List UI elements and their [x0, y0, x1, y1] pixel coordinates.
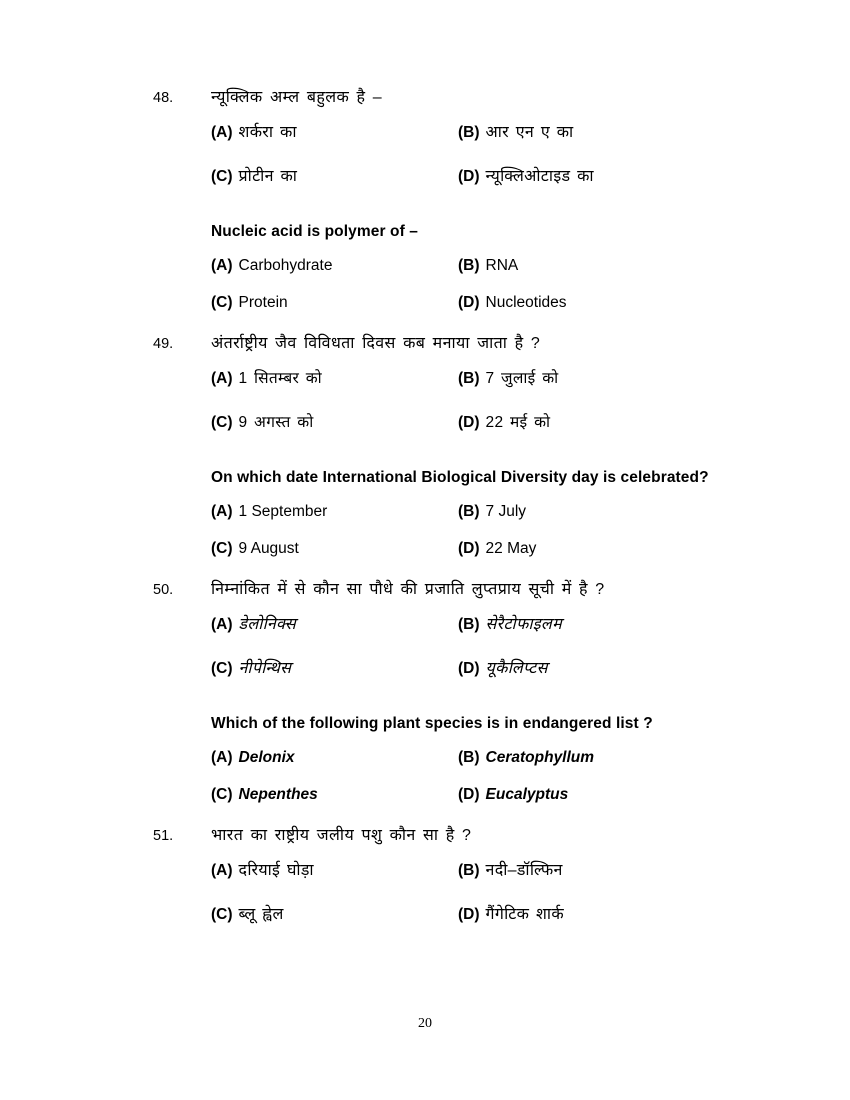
- option-label: (D): [458, 906, 480, 923]
- option-50-en-d[interactable]: [458, 776, 745, 813]
- option-value: Ceratophyllum: [485, 749, 595, 766]
- option-label: (C): [211, 660, 233, 677]
- option-51-hi-a[interactable]: [211, 849, 458, 893]
- option-49-en-a[interactable]: [211, 493, 458, 530]
- option-label: (C): [211, 906, 233, 923]
- option-label: (B): [458, 749, 480, 766]
- spacer: [153, 567, 745, 577]
- option-value: 22 मई को: [485, 414, 551, 431]
- question-51-text-hindi: भारत का राष्ट्रीय जलीय पशु कौन सा है ?: [211, 827, 472, 844]
- option-48-hi-c[interactable]: [211, 155, 458, 199]
- question-50-options-english: [211, 739, 745, 813]
- question-50-text-hindi: निम्नांकित में से कौन सा पौधे की प्रजाति लुप्तप्राय सूची में है ?: [211, 581, 605, 598]
- option-48-hi-b[interactable]: [458, 111, 745, 155]
- option-value: 1 सितम्बर को: [238, 370, 322, 387]
- spacer: [153, 691, 745, 709]
- question-49-options-english: [211, 493, 745, 567]
- question-50-heading: [153, 577, 745, 603]
- option-label: (B): [458, 257, 480, 274]
- option-label: (B): [458, 862, 480, 879]
- option-label: (D): [458, 414, 480, 431]
- option-label: (D): [458, 660, 480, 677]
- option-51-hi-d[interactable]: [458, 893, 745, 937]
- question-48-number: 48.: [153, 90, 174, 106]
- option-label: (C): [211, 786, 233, 803]
- question-48-text-hindi: न्यूक्लिक अम्ल बहुलक है –: [211, 89, 383, 106]
- question-block-49: [153, 331, 745, 567]
- option-49-hi-a[interactable]: [211, 357, 458, 401]
- option-value: Eucalyptus: [485, 786, 569, 803]
- option-51-hi-b[interactable]: [458, 849, 745, 893]
- option-value: गैंगेटिक शार्क: [485, 906, 564, 923]
- option-label: (D): [458, 294, 480, 311]
- option-value: न्यूक्लिओटाइड का: [485, 168, 594, 185]
- option-label: (A): [211, 503, 233, 520]
- option-49-hi-d[interactable]: [458, 401, 745, 445]
- option-49-hi-b[interactable]: [458, 357, 745, 401]
- option-value: 9 August: [238, 540, 299, 557]
- option-label: (A): [211, 257, 233, 274]
- option-value: 7 July: [485, 503, 527, 520]
- option-label: (D): [458, 540, 480, 557]
- question-48-heading: [153, 85, 745, 111]
- question-49-text-hindi: अंतर्राष्ट्रीय जैव विविधता दिवस कब मनाया जाता है ?: [211, 335, 541, 352]
- option-label: (C): [211, 414, 233, 431]
- question-51-number: 51.: [153, 828, 174, 844]
- option-48-en-d[interactable]: [458, 284, 745, 321]
- option-value: नदी–डॉल्फिन: [485, 862, 563, 879]
- option-label: (C): [211, 294, 233, 311]
- option-label: (B): [458, 370, 480, 387]
- option-value: यूकैलिप्टस: [485, 660, 548, 677]
- option-49-en-b[interactable]: [458, 493, 745, 530]
- spacer: [153, 813, 745, 823]
- option-48-en-b[interactable]: [458, 247, 745, 284]
- option-value: दरियाई घोड़ा: [238, 862, 314, 879]
- question-48-options-english: [211, 247, 745, 321]
- option-50-hi-a[interactable]: [211, 603, 458, 647]
- option-value: 9 अगस्त को: [238, 414, 314, 431]
- question-50-number: 50.: [153, 582, 174, 598]
- option-50-en-b[interactable]: [458, 739, 745, 776]
- option-value: Delonix: [238, 749, 295, 766]
- question-48-options-hindi: [211, 111, 745, 199]
- option-50-hi-b[interactable]: [458, 603, 745, 647]
- option-50-hi-d[interactable]: [458, 647, 745, 691]
- option-48-en-a[interactable]: [211, 247, 458, 284]
- option-50-en-a[interactable]: [211, 739, 458, 776]
- question-51-options-hindi: [211, 849, 745, 937]
- option-49-hi-c[interactable]: [211, 401, 458, 445]
- question-49-text-english: On which date International Biological Diversity day is celebrated?: [211, 469, 709, 486]
- option-value: डेलोनिक्स: [238, 616, 297, 633]
- option-value: Nepenthes: [238, 786, 318, 803]
- option-50-en-c[interactable]: [211, 776, 458, 813]
- option-label: (B): [458, 124, 480, 141]
- option-label: (B): [458, 503, 480, 520]
- option-value: RNA: [485, 257, 519, 274]
- option-51-hi-c[interactable]: [211, 893, 458, 937]
- option-label: (B): [458, 616, 480, 633]
- option-value: शर्करा का: [238, 124, 297, 141]
- option-value: प्रोटीन का: [238, 168, 298, 185]
- option-48-hi-d[interactable]: [458, 155, 745, 199]
- option-value: नीपेन्थिस: [238, 660, 292, 677]
- option-label: (A): [211, 370, 233, 387]
- option-value: Nucleotides: [485, 294, 567, 311]
- question-block-50: [153, 577, 745, 813]
- spacer: [153, 321, 745, 331]
- spacer: [153, 199, 745, 217]
- option-value: ब्लू ह्वेल: [238, 906, 284, 923]
- option-value: Protein: [238, 294, 288, 311]
- option-label: (A): [211, 124, 233, 141]
- spacer: [153, 445, 745, 463]
- question-49-number: 49.: [153, 336, 174, 352]
- question-block-48: [153, 85, 745, 321]
- question-50-text-english: Which of the following plant species is in endangered list ?: [211, 715, 653, 732]
- question-51-heading: [153, 823, 745, 849]
- option-label: (C): [211, 540, 233, 557]
- page-number: 20: [418, 1016, 432, 1031]
- option-value: आर एन ए का: [485, 124, 574, 141]
- option-label: (D): [458, 786, 480, 803]
- option-label: (A): [211, 862, 233, 879]
- question-49-options-hindi: [211, 357, 745, 445]
- option-49-en-c[interactable]: [211, 530, 458, 567]
- option-label: (C): [211, 168, 233, 185]
- option-value: सेरैटोफाइलम: [485, 616, 562, 633]
- option-label: (D): [458, 168, 480, 185]
- question-48-text-english: Nucleic acid is polymer of –: [211, 223, 418, 240]
- option-50-hi-c[interactable]: [211, 647, 458, 691]
- option-label: (A): [211, 616, 233, 633]
- option-49-en-d[interactable]: [458, 530, 745, 567]
- option-value: 7 जुलाई को: [485, 370, 559, 387]
- question-49-heading: [153, 331, 745, 357]
- option-value: Carbohydrate: [238, 257, 333, 274]
- option-label: (A): [211, 749, 233, 766]
- question-block-51: [153, 823, 745, 937]
- option-48-hi-a[interactable]: [211, 111, 458, 155]
- option-value: 22 May: [485, 540, 537, 557]
- question-list: [153, 85, 745, 937]
- question-50-options-hindi: [211, 603, 745, 691]
- option-value: 1 September: [238, 503, 328, 520]
- option-48-en-c[interactable]: [211, 284, 458, 321]
